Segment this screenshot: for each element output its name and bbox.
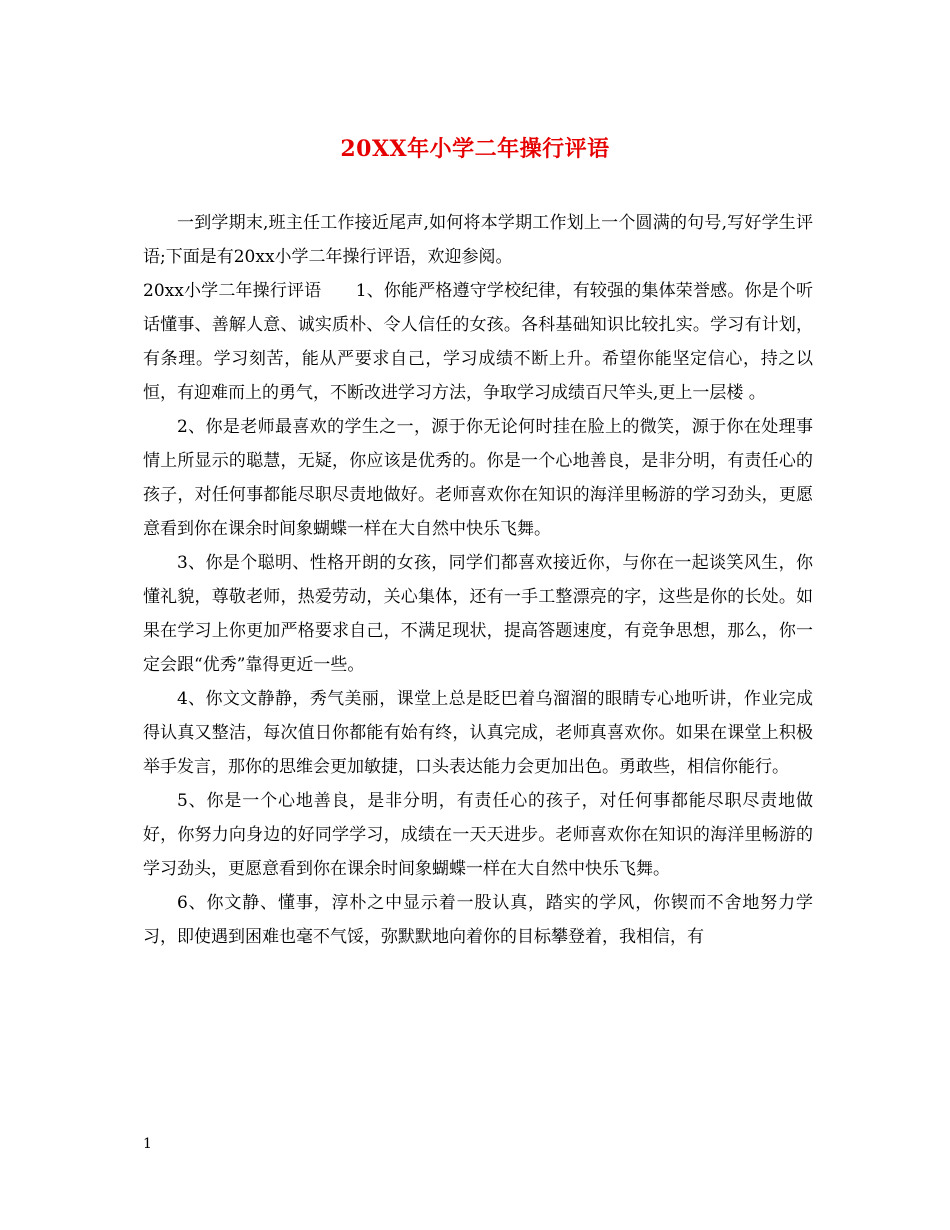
intro-paragraph: 一到学期末,班主任工作接近尾声,如何将本学期工作划上一个圆满的句号,写好学生评语;下面是有20xx小学二年操行评语，欢迎参阅。	[143, 213, 813, 267]
comment-paragraph-3: 3、你是个聪明、性格开朗的女孩，同学们都喜欢接近你，与你在一起谈笑风生，你懂礼貌，尊敬老师，热爱劳动，关心集体，还有一手工整漂亮的字，这些是你的长处。如果在学习上你更加严格要求自己，不满足现状，提高答题速度，有竞争思想，那么，你一定会跟“优秀”靠得更近一些。	[143, 553, 813, 675]
document-body	[143, 206, 813, 954]
comment-paragraph-6: 6、你文静、懂事，淳朴之中显示着一股认真，踏实的学风，你锲而不舍地努力学习，即使遇到困难也毫不气馁，弥默默地向着你的目标攀登着，我相信，有	[143, 893, 813, 947]
comment-paragraph-5: 5、你是一个心地善良，是非分明，有责任心的孩子，对任何事都能尽职尽责地做好，你努力向身边的好同学学习，成绩在一天天进步。老师喜欢你在知识的海洋里畅游的学习劲头，更愿意看到你在课余时间象蝴蝶一样在大自然中快乐飞舞。	[143, 791, 813, 879]
page-number: 1	[143, 1136, 152, 1152]
document-title: 20XX年小学二年操行评语	[340, 136, 610, 162]
comment-paragraph-2: 2、你是老师最喜欢的学生之一，源于你无论何时挂在脸上的微笑，源于你在处理事情上所显示的聪慧，无疑，你应该是优秀的。你是一个心地善良，是非分明，有责任心的孩子，对任何事都能尽职尽责地做好。老师喜欢你在知识的海洋里畅游的学习劲头，更愿意看到你在课余时间象蝴蝶一样在大自然中快乐飞舞。	[143, 417, 813, 539]
comment-paragraph-1: 20xx小学二年操行评语 1、你能严格遵守学校纪律，有较强的集体荣誉感。你是个听话懂事、善解人意、诚实质朴、令人信任的女孩。各科基础知识比较扎实。学习有计划，有条理。学习刻苦，能从严要求自己，学习成绩不断上升。希望你能坚定信心，持之以恒，有迎难而上的勇气，不断改进学习方法，争取学习成绩百尺竿头,更上一层楼 。	[143, 281, 813, 403]
comment-paragraph-4: 4、你文文静静，秀气美丽，课堂上总是眨巴着乌溜溜的眼睛专心地听讲，作业完成得认真又整洁，每次值日你都能有始有终，认真完成，老师真喜欢你。如果在课堂上积极举手发言，那你的思维会更加敏捷，口头表达能力会更加出色。勇敢些，相信你能行。	[143, 689, 813, 777]
